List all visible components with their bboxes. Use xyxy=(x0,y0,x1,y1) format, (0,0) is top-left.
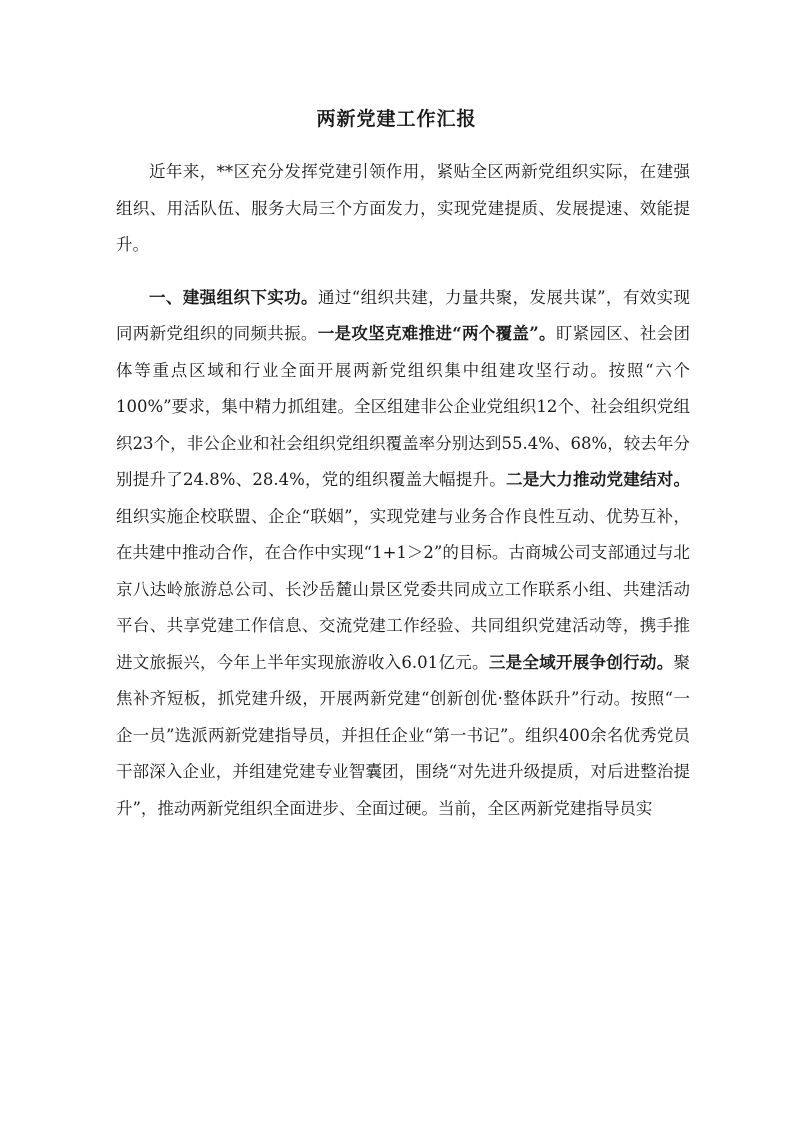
point3-body: 聚焦补齐短板，抓党建升级，开展两新党建“创新创优·整体跃升”行动。按照“一企一员”选派两新党建指导员，并担任企业“第一书记”。组织400余名优秀党员干部深入企业，并组建党建专业智囊团，围绕“对先进升级提质，对后进整治提升”，推动两新党组织全面进步、全面过硬。当前，全区两新党建指导员实 xyxy=(116,652,690,818)
intro-paragraph: 近年来，**区充分发挥党建引领作用，紧贴全区两新党组织实际，在建强组织、用活队伍、服务大局三个方面发力，实现党建提质、发展提速、效能提升。 xyxy=(116,162,690,254)
point2-body: 组织实施企校联盟、企企“联姻”，实现党建与业务合作良性互动、优势互补，在共建中推动合作，在合作中实现“1+1＞2”的目标。古商城公司支部通过与北京八达岭旅游总公司、长沙岳麓山景区党委共同成立工作联系小组、共建活动平台、共享党建工作信息、交流党建工作经验、共同组织党建活动等，携手推进文旅振兴，今年上半年实现旅游收入6.01亿元。 xyxy=(116,506,690,672)
section1-lead: 通过“组织共建，力量共聚，发展共谋”，有效实现同两新党组织的同频共振。 xyxy=(116,287,691,343)
point1-body: 盯紧园区、社会团体等重点区域和行业全面开展两新党组织集中组建攻坚行动。按照“六个100%”要求，集中精力抓组建。全区组建非公企业党组织12个、社会组织党组织23个，非公企业和社会组织党组织覆盖率分别达到55.4%、68%，较去年分别提升了24.8%、28.4%，党的组织覆盖大幅提升。 xyxy=(116,324,691,489)
document-title: 两新党建工作汇报 xyxy=(316,108,477,130)
document-body xyxy=(116,154,690,827)
point1-heading: 一是攻坚克难推进“两个覆盖”。 xyxy=(317,324,556,343)
point3-heading: 三是全域开展争创行动。 xyxy=(488,652,674,672)
section1-paragraph xyxy=(116,280,690,828)
section1-heading: 一、建强组织下实功。 xyxy=(149,287,318,307)
point2-heading: 二是大力推动党建结对。 xyxy=(506,470,690,489)
